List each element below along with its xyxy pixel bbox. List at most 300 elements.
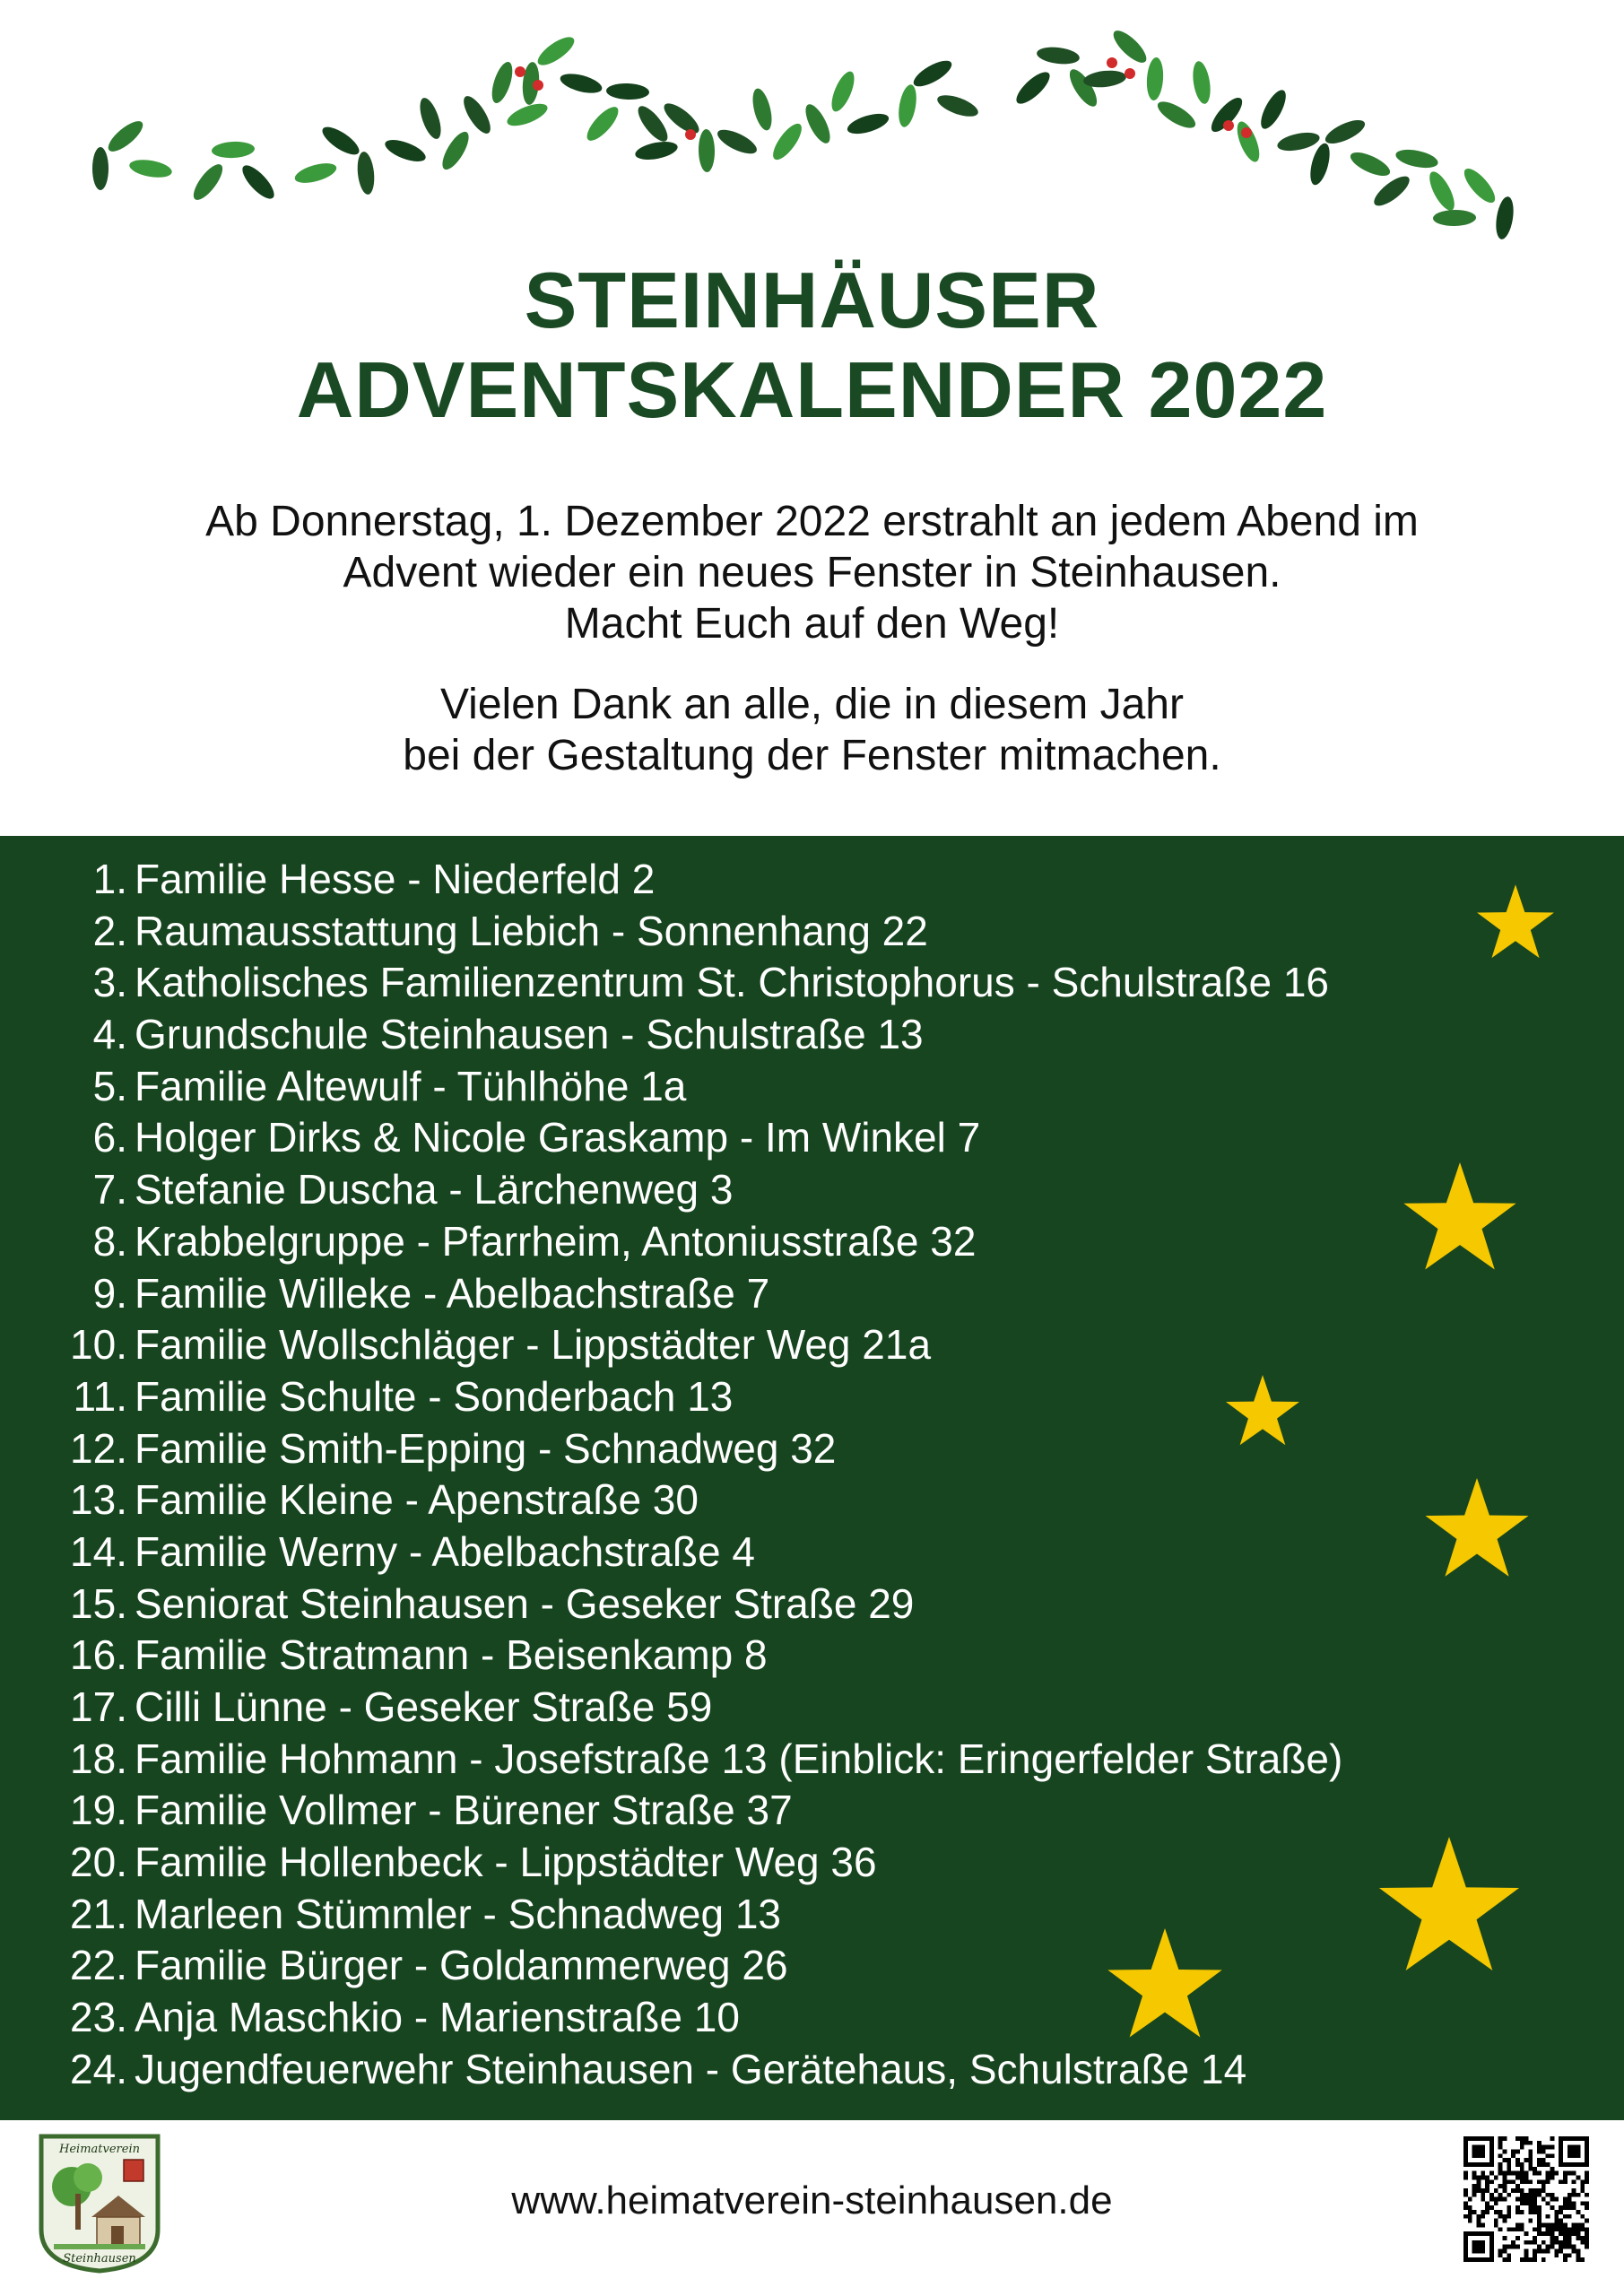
- entry-text: Anja Maschkio - Marienstraße 10: [135, 1994, 740, 2041]
- garland-leaf: [1433, 210, 1476, 227]
- qr-module: [1520, 2197, 1524, 2202]
- qr-module: [1498, 2197, 1503, 2202]
- qr-module: [1537, 2249, 1541, 2254]
- garland-leaf: [1493, 196, 1515, 240]
- qr-module: [1576, 2175, 1581, 2179]
- qr-module: [1472, 2240, 1485, 2253]
- intro-line: bei der Gestaltung der Fenster mitmachen.: [403, 732, 1221, 779]
- garland-leaf: [238, 161, 279, 203]
- qr-module: [1515, 2197, 1520, 2202]
- qr-module: [1507, 2210, 1511, 2214]
- garland-berry: [1125, 68, 1135, 79]
- qr-module: [1489, 2197, 1494, 2202]
- qr-module: [1541, 2188, 1546, 2193]
- entry-number: 17.: [70, 1683, 127, 1730]
- qr-module: [1580, 2227, 1585, 2231]
- garland-berry: [515, 66, 525, 77]
- garland-leaf: [1322, 116, 1368, 149]
- qr-module: [1520, 2257, 1524, 2262]
- qr-module: [1533, 2227, 1537, 2231]
- qr-module: [1481, 2175, 1485, 2179]
- qr-module: [1559, 2231, 1563, 2236]
- qr-module: [1576, 2227, 1581, 2231]
- qr-module: [1537, 2158, 1541, 2162]
- qr-module: [1572, 2188, 1576, 2193]
- calendar-entry: [0, 1112, 1342, 1164]
- qr-module: [1498, 2171, 1503, 2176]
- star-icon: [1422, 1478, 1532, 1578]
- qr-module: [1502, 2175, 1507, 2179]
- qr-module: [1502, 2149, 1507, 2153]
- qr-module: [1528, 2158, 1533, 2162]
- logo-top-text: Heimatverein: [59, 2143, 140, 2156]
- garland-leaf: [934, 91, 980, 120]
- qr-module: [1576, 2210, 1581, 2214]
- qr-module: [1528, 2205, 1533, 2210]
- calendar-entry: [0, 1578, 1342, 1631]
- garland-leaf: [1256, 87, 1290, 133]
- qr-module: [1568, 2231, 1572, 2236]
- qr-module: [1580, 2214, 1585, 2219]
- qr-module: [1550, 2193, 1555, 2197]
- qr-module: [1572, 2223, 1576, 2228]
- qr-module: [1537, 2141, 1541, 2145]
- qr-module: [1537, 2188, 1541, 2193]
- qr-module: [1524, 2158, 1529, 2162]
- qr-module: [1550, 2197, 1555, 2202]
- qr-module: [1481, 2197, 1485, 2202]
- qr-module: [1520, 2227, 1524, 2231]
- garland-leaf: [1307, 141, 1333, 187]
- qr-module: [1507, 2179, 1511, 2184]
- qr-module: [1537, 2179, 1541, 2184]
- garland-leaf: [1394, 146, 1440, 171]
- qr-module: [1576, 2193, 1581, 2197]
- qr-module: [1515, 2184, 1520, 2188]
- qr-module: [1468, 2219, 1472, 2223]
- intro-line: Advent wieder ein neues Fenster in Steinhausen.: [343, 549, 1281, 596]
- qr-module: [1585, 2236, 1589, 2240]
- qr-module: [1528, 2153, 1533, 2158]
- qr-module: [1468, 2197, 1472, 2202]
- garland-leaf: [910, 56, 956, 91]
- qr-module: [1468, 2210, 1472, 2214]
- qr-module: [1498, 2210, 1503, 2214]
- qr-module: [1494, 2201, 1498, 2205]
- entry-text: Familie Werny - Abelbachstraße 4: [135, 1527, 755, 1575]
- qr-module: [1576, 2223, 1581, 2228]
- qr-module: [1489, 2193, 1494, 2197]
- garland-berry: [533, 80, 543, 91]
- garland-leaf: [634, 139, 680, 163]
- qr-module: [1568, 2240, 1572, 2245]
- entry-number: 7.: [92, 1166, 127, 1213]
- garland-leaf: [606, 83, 650, 100]
- star-icon: [1225, 1374, 1300, 1448]
- qr-module: [1520, 2145, 1524, 2150]
- qr-module: [1524, 2193, 1529, 2197]
- qr-module: [1485, 2201, 1489, 2205]
- qr-module: [1502, 2249, 1507, 2254]
- garland-leaf: [1145, 57, 1164, 100]
- qr-module: [1546, 2171, 1550, 2176]
- garland-decoration: [0, 0, 1624, 242]
- star-icon: [1377, 1837, 1521, 1973]
- qr-module: [1585, 2193, 1589, 2197]
- qr-module: [1546, 2245, 1550, 2249]
- qr-module: [1568, 2197, 1572, 2202]
- qr-module: [1472, 2188, 1477, 2193]
- qr-module: [1537, 2145, 1541, 2150]
- qr-module: [1476, 2188, 1481, 2193]
- garland-leaf: [582, 102, 622, 145]
- qr-module: [1533, 2249, 1537, 2254]
- qr-module: [1585, 2179, 1589, 2184]
- garland-leaf: [1064, 65, 1101, 110]
- calendar-entry: [0, 1630, 1342, 1682]
- qr-module: [1572, 2171, 1576, 2176]
- qr-module: [1502, 2257, 1507, 2262]
- entry-text: Holger Dirks & Nicole Graskamp - Im Winkel 7: [135, 1114, 981, 1161]
- qr-module: [1481, 2171, 1485, 2176]
- qr-module: [1507, 2253, 1511, 2257]
- qr-module: [1546, 2201, 1550, 2205]
- qr-module: [1541, 2240, 1546, 2245]
- qr-module: [1507, 2162, 1511, 2167]
- qr-module: [1568, 2205, 1572, 2210]
- qr-module: [1541, 2179, 1546, 2184]
- entry-number: 1.: [92, 856, 127, 902]
- qr-module: [1550, 2136, 1555, 2141]
- qr-module: [1554, 2249, 1559, 2254]
- qr-module: [1524, 2240, 1529, 2245]
- logo-bottom-text: Steinhausen: [63, 2252, 136, 2266]
- qr-module: [1498, 2184, 1503, 2188]
- qr-module: [1541, 2162, 1546, 2167]
- qr-module: [1537, 2231, 1541, 2236]
- entry-number: 13.: [70, 1476, 127, 1524]
- qr-module: [1580, 2240, 1585, 2245]
- qr-module: [1507, 2245, 1511, 2249]
- garland-leaf: [749, 87, 775, 133]
- qr-module: [1520, 2210, 1524, 2214]
- qr-module: [1546, 2227, 1550, 2231]
- qr-module: [1520, 2201, 1524, 2205]
- entry-number: 6.: [92, 1114, 127, 1161]
- qr-module: [1498, 2227, 1503, 2231]
- qr-module: [1568, 2201, 1572, 2205]
- qr-module: [1572, 2231, 1576, 2236]
- qr-module: [1528, 2149, 1533, 2153]
- entry-text: Jugendfeuerwehr Steinhausen - Gerätehaus, Schulstraße 14: [135, 2045, 1247, 2092]
- garland-leaf: [318, 122, 363, 160]
- qr-module: [1554, 2236, 1559, 2240]
- qr-module: [1520, 2175, 1524, 2179]
- garland-berry: [1223, 120, 1234, 131]
- qr-module: [1533, 2210, 1537, 2214]
- garland-leaf: [104, 117, 147, 157]
- qr-module: [1537, 2210, 1541, 2214]
- page-title-line1: STEINHÄUSER: [524, 256, 1100, 344]
- garland-berry: [1241, 127, 1252, 138]
- garland-leaf: [1370, 171, 1414, 211]
- calendar-entry: [0, 1164, 1342, 1216]
- qr-module: [1528, 2141, 1533, 2145]
- entry-number: 8.: [92, 1217, 127, 1265]
- qr-module: [1489, 2171, 1494, 2176]
- qr-module: [1541, 2231, 1546, 2236]
- entry-text: Familie Vollmer - Bürener Straße 37: [135, 1787, 793, 1834]
- qr-module: [1498, 2136, 1503, 2141]
- qr-module: [1502, 2245, 1507, 2249]
- entry-text: Familie Hesse - Niederfeld 2: [135, 856, 656, 902]
- qr-module: [1524, 2249, 1529, 2254]
- entry-text: Familie Willeke - Abelbachstraße 7: [135, 1269, 770, 1317]
- qr-module: [1502, 2197, 1507, 2202]
- qr-module: [1559, 2240, 1563, 2245]
- qr-module: [1494, 2219, 1498, 2223]
- qr-module: [1502, 2219, 1507, 2223]
- qr-module: [1559, 2219, 1563, 2223]
- qr-module: [1546, 2162, 1550, 2167]
- qr-module: [1511, 2188, 1515, 2193]
- qr-module: [1533, 2197, 1537, 2202]
- qr-module: [1507, 2214, 1511, 2219]
- star-icon: [1476, 884, 1555, 960]
- qr-module: [1528, 2240, 1533, 2245]
- qr-module: [1563, 2257, 1568, 2262]
- entry-text: Familie Bürger - Goldammerweg 26: [135, 1942, 788, 1989]
- qr-module: [1472, 2175, 1477, 2179]
- garland-leaf: [438, 128, 473, 173]
- qr-code-icon[interactable]: [1463, 2136, 1589, 2262]
- qr-module: [1537, 2214, 1541, 2219]
- garland-berry: [1107, 57, 1117, 68]
- qr-module: [1528, 2210, 1533, 2214]
- garland-leaf: [356, 151, 377, 196]
- qr-module: [1563, 2214, 1568, 2219]
- qr-module: [1563, 2253, 1568, 2257]
- qr-module: [1585, 2205, 1589, 2210]
- qr-module: [1576, 2253, 1581, 2257]
- calendar-panel: [0, 836, 1624, 2120]
- qr-module: [1472, 2145, 1485, 2158]
- qr-module: [1576, 2236, 1581, 2240]
- qr-module: [1546, 2214, 1550, 2219]
- qr-module: [1546, 2175, 1550, 2179]
- calendar-entry: [0, 906, 1342, 958]
- qr-module: [1541, 2145, 1546, 2150]
- calendar-entry: [0, 1009, 1342, 1061]
- garland-leaf: [1459, 164, 1499, 207]
- qr-module: [1537, 2149, 1541, 2153]
- qr-module: [1585, 2219, 1589, 2223]
- qr-module: [1550, 2153, 1555, 2158]
- qr-module: [1528, 2167, 1533, 2171]
- qr-module: [1572, 2205, 1576, 2210]
- qr-module: [1515, 2158, 1520, 2162]
- calendar-entry: [0, 1319, 1342, 1371]
- qr-module: [1476, 2223, 1481, 2228]
- entry-number: 23.: [70, 1994, 127, 2041]
- qr-module: [1550, 2227, 1555, 2231]
- qr-module: [1563, 2227, 1568, 2231]
- qr-module: [1472, 2171, 1477, 2176]
- qr-module: [1533, 2236, 1537, 2240]
- garland-berry: [685, 129, 696, 140]
- qr-module: [1528, 2162, 1533, 2167]
- entry-number: 20.: [70, 1839, 127, 1886]
- qr-module: [1550, 2245, 1555, 2249]
- entry-number: 18.: [70, 1735, 127, 1782]
- qr-module: [1568, 2245, 1572, 2249]
- qr-module: [1524, 2201, 1529, 2205]
- qr-module: [1541, 2184, 1546, 2188]
- qr-module: [1580, 2257, 1585, 2262]
- qr-module: [1554, 2227, 1559, 2231]
- qr-module: [1502, 2188, 1507, 2193]
- qr-module: [1515, 2227, 1520, 2231]
- qr-module: [1520, 2167, 1524, 2171]
- garland-leaf: [1012, 67, 1054, 109]
- entry-number: 19.: [70, 1787, 127, 1834]
- garland-leaf: [416, 95, 446, 141]
- qr-module: [1463, 2188, 1468, 2193]
- qr-module: [1498, 2253, 1503, 2257]
- entry-number: 5.: [92, 1062, 127, 1109]
- garland-leaf: [1276, 129, 1322, 154]
- qr-module: [1502, 2158, 1507, 2162]
- garland-leaf: [714, 125, 760, 158]
- entry-number: 24.: [70, 2045, 127, 2092]
- entry-text: Seniorat Steinhausen - Geseker Straße 29: [135, 1579, 915, 1627]
- qr-module: [1559, 2249, 1563, 2254]
- qr-module: [1572, 2227, 1576, 2231]
- qr-module: [1559, 2179, 1563, 2184]
- website-url[interactable]: www.heimatverein-steinhausen.de: [511, 2179, 1113, 2222]
- entry-number: 22.: [70, 1942, 127, 1989]
- qr-module: [1498, 2162, 1503, 2167]
- qr-module: [1498, 2193, 1503, 2197]
- calendar-entry: [0, 854, 1342, 906]
- calendar-entry: [0, 1734, 1342, 1786]
- qr-module: [1568, 2227, 1572, 2231]
- qr-module: [1546, 2231, 1550, 2236]
- qr-module: [1507, 2158, 1511, 2162]
- qr-module: [1498, 2249, 1503, 2254]
- qr-module: [1550, 2205, 1555, 2210]
- garland-leaf: [801, 101, 835, 147]
- qr-module: [1485, 2179, 1489, 2184]
- qr-module: [1533, 2193, 1537, 2197]
- entry-number: 11.: [73, 1372, 127, 1420]
- qr-module: [1546, 2145, 1550, 2150]
- qr-module: [1511, 2171, 1515, 2176]
- intro-paragraph-2: [0, 679, 1624, 781]
- qr-module: [1568, 2193, 1572, 2197]
- qr-module: [1472, 2193, 1477, 2197]
- qr-module: [1533, 2253, 1537, 2257]
- qr-module: [1524, 2175, 1529, 2179]
- entry-number: 10.: [70, 1321, 127, 1369]
- qr-module: [1502, 2171, 1507, 2176]
- qr-module: [1515, 2162, 1520, 2167]
- intro-line: Ab Donnerstag, 1. Dezember 2022 erstrahlt an jedem Abend im: [205, 498, 1419, 545]
- garland-leaf: [1154, 97, 1199, 133]
- qr-module: [1515, 2245, 1520, 2249]
- qr-module: [1463, 2205, 1468, 2210]
- garland-leaf: [459, 92, 496, 137]
- qr-module: [1537, 2245, 1541, 2249]
- entry-text: Grundschule Steinhausen - Schulstraße 13: [135, 1011, 924, 1058]
- calendar-entry: [0, 1423, 1342, 1475]
- qr-module: [1541, 2197, 1546, 2202]
- garland-leaf: [558, 70, 604, 97]
- qr-module: [1554, 2240, 1559, 2245]
- qr-module: [1528, 2219, 1533, 2223]
- intro-line: Vielen Dank an alle, die in diesem Jahr: [440, 681, 1184, 728]
- garland-leaf: [188, 160, 227, 204]
- qr-module: [1507, 2167, 1511, 2171]
- qr-module: [1468, 2205, 1472, 2210]
- garland-leaf: [488, 59, 517, 105]
- qr-module: [1546, 2179, 1550, 2184]
- qr-module: [1546, 2153, 1550, 2158]
- qr-module: [1463, 2214, 1468, 2219]
- qr-module: [1494, 2188, 1498, 2193]
- qr-module: [1554, 2210, 1559, 2214]
- qr-module: [1585, 2227, 1589, 2231]
- qr-module: [1515, 2136, 1520, 2141]
- qr-module: [1498, 2167, 1503, 2171]
- qr-module: [1463, 2175, 1468, 2179]
- qr-module: [1563, 2223, 1568, 2228]
- calendar-entry: [0, 1474, 1342, 1526]
- qr-module: [1481, 2223, 1485, 2228]
- qr-module: [1498, 2141, 1503, 2145]
- qr-module: [1520, 2162, 1524, 2167]
- garland-leaf: [896, 83, 919, 128]
- entry-text: Familie Smith-Epping - Schnadweg 32: [135, 1424, 837, 1472]
- entry-number: 2.: [92, 907, 127, 954]
- garland-leaf: [534, 32, 578, 70]
- qr-module: [1472, 2210, 1477, 2214]
- qr-module: [1476, 2214, 1481, 2219]
- qr-module: [1511, 2245, 1515, 2249]
- garland-leaf: [212, 141, 256, 159]
- qr-module: [1502, 2236, 1507, 2240]
- calendar-list: [0, 854, 1342, 2096]
- qr-module: [1563, 2245, 1568, 2249]
- qr-module: [1550, 2167, 1555, 2171]
- entry-number: 4.: [92, 1011, 127, 1058]
- garland-leaf: [845, 109, 890, 137]
- qr-module: [1572, 2193, 1576, 2197]
- qr-module: [1533, 2188, 1537, 2193]
- qr-module: [1554, 2214, 1559, 2219]
- qr-module: [1554, 2219, 1559, 2223]
- entry-text: Krabbelgruppe - Pfarrheim, Antoniusstraße 32: [135, 1217, 977, 1265]
- qr-module: [1572, 2201, 1576, 2205]
- qr-module: [1494, 2197, 1498, 2202]
- qr-module: [1511, 2240, 1515, 2245]
- qr-module: [1515, 2175, 1520, 2179]
- qr-module: [1463, 2201, 1468, 2205]
- garland-leaf: [1425, 169, 1459, 214]
- star-icon: [1105, 1928, 1225, 2039]
- qr-module: [1533, 2240, 1537, 2245]
- qr-module: [1559, 2210, 1563, 2214]
